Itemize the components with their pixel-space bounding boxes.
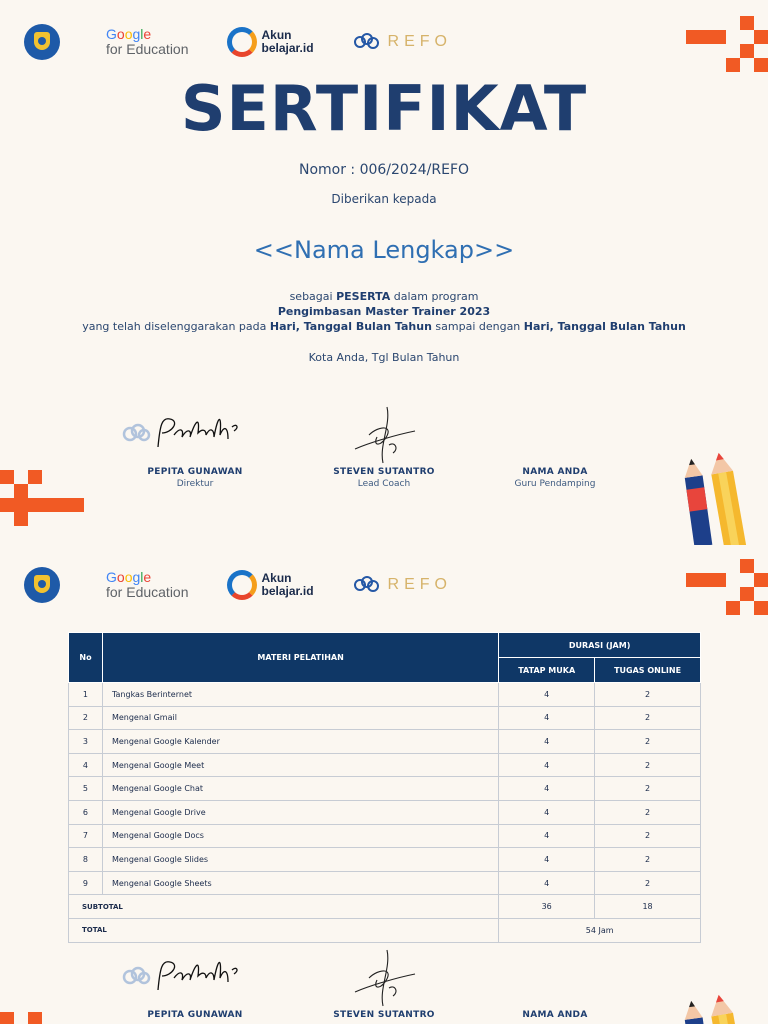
subtotal-row [69,895,701,919]
table-row [69,800,701,824]
subtotal-label: SUBTOTAL [69,895,499,919]
cell-tugas: 2 [595,824,701,848]
col-header-no: No [69,633,103,683]
pencils-illustration-icon [680,450,750,545]
signatory-1-name: PEPITA GUNAWAN [147,467,243,477]
table-row [69,753,701,777]
cell-tugas: 2 [595,800,701,824]
place-date: Kota Anda, Tgl Bulan Tahun [308,351,460,364]
refo-wave-icon [354,574,380,596]
logo-bar-2 [24,567,452,603]
cell-tugas: 2 [595,848,701,872]
col-header-tatap-muka: TATAP MUKA [499,658,595,683]
cell-materi: Mengenal Google Drive [102,800,498,824]
signatory-2-role: Lead Coach [357,479,411,489]
training-materials-table [68,632,701,943]
program-name: Pengimbasan Master Trainer 2023 [277,305,491,318]
refo-logo [354,31,452,53]
signatory-3-name: NAMA ANDA [522,1010,588,1020]
signatory-3 [470,405,640,489]
akun-ring-icon [227,27,257,57]
cell-no: 2 [69,706,103,730]
akun-belajar-logo [227,27,314,57]
signatory-3-role: Guru Pendamping [514,479,596,489]
pencils-illustration-icon [680,992,750,1024]
col-header-tugas-online: TUGAS ONLINE [595,658,701,683]
cell-materi: Mengenal Google Slides [102,848,498,872]
table-body [69,683,701,943]
table-row [69,730,701,754]
cell-tatap: 4 [499,824,595,848]
akun-ring-icon [227,570,257,600]
cell-no: 5 [69,777,103,801]
akun-line2: belajar.id [261,41,314,55]
certificate-title: SERTIFIKAT [180,72,588,145]
signature-1-image [110,405,280,467]
table-row [69,706,701,730]
cell-no: 3 [69,730,103,754]
cell-materi: Mengenal Google Meet [102,753,498,777]
cell-materi: Mengenal Google Chat [102,777,498,801]
total-value: 54 Jam [499,918,701,942]
akun-line2: belajar.id [261,584,314,598]
recipient-name: <<Nama Lengkap>> [253,236,515,264]
cell-tatap: 4 [499,871,595,895]
google-for-education-sub: for Education [106,584,189,600]
refo-logo [354,574,452,596]
cell-tatap: 4 [499,800,595,824]
cell-materi: Tangkas Berinternet [102,683,498,707]
google-for-education-logo [106,570,189,600]
refo-wordmark: REFO [387,576,452,593]
signatory-2 [299,948,469,1020]
subtotal-tugas: 18 [595,895,701,919]
curriculum-page [0,545,768,1024]
cell-tugas: 2 [595,706,701,730]
total-label: TOTAL [69,918,499,942]
signatory-1 [110,948,280,1020]
logo-bar [24,24,452,60]
google-wordmark: Google [106,26,152,42]
orange-pixel-decoration-bottom-left [0,1012,50,1024]
google-wordmark: Google [106,569,152,585]
cell-tugas: 2 [595,871,701,895]
cell-tatap: 4 [499,706,595,730]
akun-line1: Akun [261,28,292,42]
table-row [69,871,701,895]
orange-pixel-decoration-top-right-2 [686,559,768,619]
cell-materi: Mengenal Google Kalender [102,730,498,754]
cell-materi: Mengenal Gmail [102,706,498,730]
signatory-3-name: NAMA ANDA [522,467,588,477]
google-for-education-logo [106,27,189,57]
cell-tatap: 4 [499,683,595,707]
signature-2-image [299,405,469,467]
table-row [69,683,701,707]
signatory-1 [110,405,280,489]
orange-pixel-decoration-top-right [686,16,768,76]
cell-tatap: 4 [499,730,595,754]
cell-materi: Mengenal Google Docs [102,824,498,848]
orange-pixel-decoration-left [0,470,84,530]
signature-2-image [299,948,469,1010]
role-line: sebagai PESERTA dalam program [289,290,479,303]
cell-no: 6 [69,800,103,824]
kemendikbud-logo-icon [24,567,60,603]
signature-1-image [110,948,280,1010]
date-range-line: yang telah diselenggarakan pada Hari, Tanggal Bulan Tahun sampai dengan Hari, Tanggal Bulan Tahun [82,320,686,333]
signatory-1-role: Direktur [176,479,214,489]
akun-line1: Akun [261,571,292,585]
table-row [69,777,701,801]
col-header-durasi: DURASI (JAM) [499,633,701,658]
cell-tatap: 4 [499,848,595,872]
cell-no: 1 [69,683,103,707]
signatory-2-name: STEVEN SUTANTRO [333,1010,435,1020]
cell-tugas: 2 [595,730,701,754]
google-for-education-sub: for Education [106,41,189,57]
subtotal-tatap: 36 [499,895,595,919]
signatory-3 [470,948,640,1020]
refo-wordmark: REFO [387,33,452,50]
refo-wave-icon [354,31,380,53]
table-row [69,848,701,872]
cell-materi: Mengenal Google Sheets [102,871,498,895]
signatory-1-name: PEPITA GUNAWAN [147,1010,243,1020]
given-to-label: Diberikan kepada [331,192,437,206]
col-header-materi: MATERI PELATIHAN [102,633,498,683]
cell-tugas: 2 [595,777,701,801]
cell-tugas: 2 [595,753,701,777]
certificate-number: Nomor : 006/2024/REFO [298,162,470,178]
akun-belajar-logo [227,570,314,600]
kemendikbud-logo-icon [24,24,60,60]
total-row [69,918,701,942]
table-row [69,824,701,848]
cell-tatap: 4 [499,777,595,801]
cell-no: 4 [69,753,103,777]
cell-no: 8 [69,848,103,872]
cell-tugas: 2 [595,683,701,707]
cell-tatap: 4 [499,753,595,777]
cell-no: 9 [69,871,103,895]
signatory-2 [299,405,469,489]
cell-no: 7 [69,824,103,848]
signatory-2-name: STEVEN SUTANTRO [333,467,435,477]
